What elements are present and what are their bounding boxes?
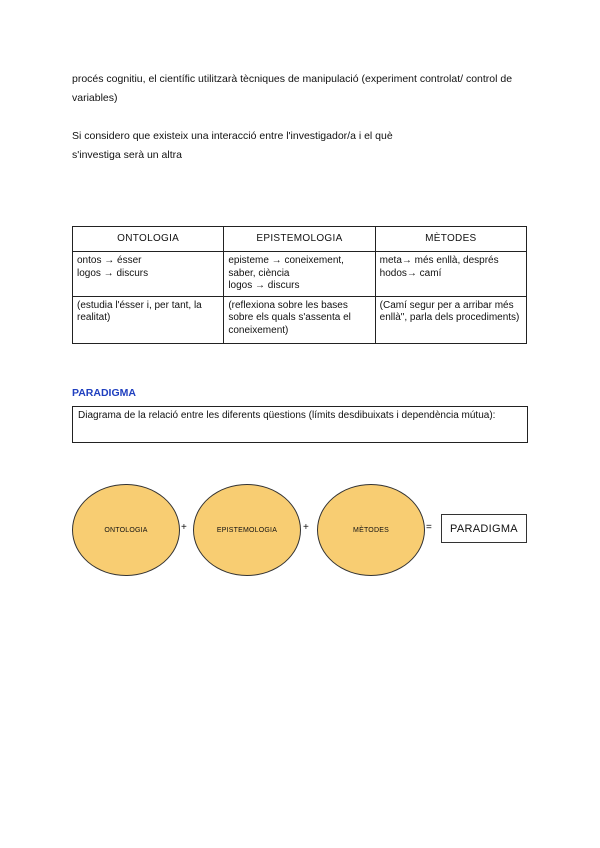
intro-paragraph-2	[72, 127, 532, 165]
plus-sign-1: +	[181, 522, 187, 533]
header-ontologia: ONTOLOGIA	[73, 227, 224, 252]
metodes-ellipse-label: MÈTODES	[353, 526, 389, 534]
cell-epistemologia-description: (reflexiona sobre les bases sobre els quals s'assenta el coneixement)	[224, 296, 375, 343]
cell-ontologia-description: (estudia l'ésser i, per tant, la realitat)	[73, 296, 224, 343]
paradigma-result-box	[441, 514, 527, 543]
cell-metodes-description: (Camí segur per a arribar més enllà", parla dels procediments)	[375, 296, 526, 343]
epistemologia-ellipse-label: EPISTEMOLOGIA	[216, 526, 278, 534]
cell-line: ontos → ésser	[77, 255, 142, 266]
intro-paragraph-1: procés cognitiu, el científic utilitzarà tècniques de manipulació (experiment controlat/ control de variables)	[72, 73, 513, 104]
equals-sign: =	[426, 522, 432, 533]
diagram-caption: Diagrama de la relació entre les diferents qüestions (límits desdibuixats i dependència mútua):	[72, 406, 528, 443]
cell-line: hodos→ camí	[379, 267, 442, 279]
plus-sign-2: +	[303, 522, 309, 533]
intro-paragraph-2-line-2: s'investiga serà un altra	[72, 149, 182, 161]
cell-metodes-etymology	[375, 252, 526, 297]
header-epistemologia: EPISTEMOLOGIA	[224, 227, 375, 252]
cell-line: meta→ més enllà, després	[379, 255, 499, 266]
epistemologia-ellipse	[193, 484, 301, 576]
cell-ontologia-etymology	[73, 252, 224, 297]
concepts-table	[72, 226, 527, 344]
paradigma-heading: PARADIGMA	[72, 387, 136, 399]
ontologia-ellipse-label: ONTOLOGIA	[104, 526, 148, 534]
paradigma-result-label: PARADIGMA	[450, 522, 518, 535]
header-metodes: MÈTODES	[375, 227, 526, 252]
intro-paragraph-2-line-1: Si considero que existeix una interacció entre l'investigador/a i el què	[72, 130, 393, 142]
cell-epistemologia-etymology	[224, 252, 375, 297]
cell-line: logos → discurs	[228, 280, 300, 291]
metodes-ellipse	[317, 484, 425, 576]
cell-line: saber, ciència	[228, 267, 290, 279]
cell-line: episteme → coneixement,	[228, 255, 344, 266]
ontologia-ellipse	[72, 484, 180, 576]
cell-line: logos → discurs	[77, 267, 149, 279]
